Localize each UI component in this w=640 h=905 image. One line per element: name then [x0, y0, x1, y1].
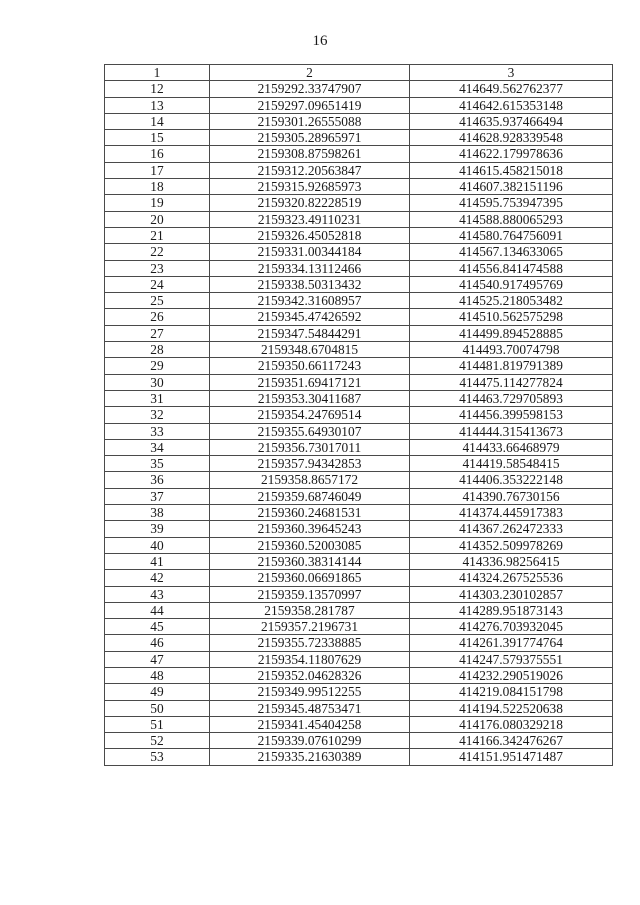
coordinate-y-cell: 414247.579375551 — [410, 651, 613, 667]
coordinate-x-cell: 2159297.09651419 — [210, 97, 410, 113]
table-row — [105, 81, 613, 97]
table-body — [105, 81, 613, 765]
point-number-cell: 21 — [105, 227, 210, 243]
point-number-cell: 43 — [105, 586, 210, 602]
point-number-cell: 25 — [105, 293, 210, 309]
column-header-2: 2 — [210, 65, 410, 81]
point-number-cell: 39 — [105, 521, 210, 537]
table-row — [105, 635, 613, 651]
coordinate-x-cell: 2159358.8657172 — [210, 472, 410, 488]
point-number-cell: 12 — [105, 81, 210, 97]
coordinate-y-cell: 414176.080329218 — [410, 716, 613, 732]
coordinate-y-cell: 414595.753947395 — [410, 195, 613, 211]
point-number-cell: 36 — [105, 472, 210, 488]
point-number-cell: 33 — [105, 423, 210, 439]
coordinate-x-cell: 2159347.54844291 — [210, 325, 410, 341]
table-row — [105, 325, 613, 341]
coordinate-x-cell: 2159345.47426592 — [210, 309, 410, 325]
point-number-cell: 37 — [105, 488, 210, 504]
coordinate-y-cell: 414303.230102857 — [410, 586, 613, 602]
coordinate-x-cell: 2159342.31608957 — [210, 293, 410, 309]
coordinate-y-cell: 414456.399598153 — [410, 407, 613, 423]
coordinate-y-cell: 414615.458215018 — [410, 162, 613, 178]
table-row — [105, 537, 613, 553]
point-number-cell: 53 — [105, 749, 210, 765]
point-number-cell: 35 — [105, 456, 210, 472]
table-row — [105, 488, 613, 504]
coordinate-x-cell: 2159351.69417121 — [210, 374, 410, 390]
coordinate-x-cell: 2159356.73017011 — [210, 439, 410, 455]
table-row — [105, 374, 613, 390]
point-number-cell: 31 — [105, 390, 210, 406]
point-number-cell: 14 — [105, 113, 210, 129]
coordinate-y-cell: 414556.841474588 — [410, 260, 613, 276]
coordinate-y-cell: 414540.917495769 — [410, 276, 613, 292]
page-number: 16 — [312, 33, 328, 49]
coordinate-y-cell: 414433.66468979 — [410, 439, 613, 455]
coordinate-y-cell: 414463.729705893 — [410, 390, 613, 406]
coordinate-x-cell: 2159350.66117243 — [210, 358, 410, 374]
point-number-cell: 49 — [105, 684, 210, 700]
table-row — [105, 179, 613, 195]
coordinate-y-cell: 414324.267525536 — [410, 570, 613, 586]
coordinate-y-cell: 414580.764756091 — [410, 227, 613, 243]
coordinate-y-cell: 414289.951873143 — [410, 602, 613, 618]
table-row — [105, 472, 613, 488]
point-number-cell: 50 — [105, 700, 210, 716]
point-number-cell: 51 — [105, 716, 210, 732]
table-row — [105, 456, 613, 472]
table-row — [105, 358, 613, 374]
point-number-cell: 18 — [105, 179, 210, 195]
table-row — [105, 651, 613, 667]
coordinate-y-cell: 414194.522520638 — [410, 700, 613, 716]
coordinate-y-cell: 414390.76730156 — [410, 488, 613, 504]
table-row — [105, 700, 613, 716]
table-row — [105, 211, 613, 227]
coordinate-x-cell: 2159355.64930107 — [210, 423, 410, 439]
table-row — [105, 162, 613, 178]
coordinate-y-cell: 414374.445917383 — [410, 505, 613, 521]
coordinate-x-cell: 2159357.2196731 — [210, 619, 410, 635]
point-number-cell: 23 — [105, 260, 210, 276]
coordinate-y-cell: 414588.880065293 — [410, 211, 613, 227]
table-row — [105, 97, 613, 113]
point-number-cell: 46 — [105, 635, 210, 651]
coordinate-x-cell: 2159348.6704815 — [210, 342, 410, 358]
table-row — [105, 505, 613, 521]
coordinate-x-cell: 2159360.52003085 — [210, 537, 410, 553]
table-row — [105, 439, 613, 455]
coordinate-x-cell: 2159359.68746049 — [210, 488, 410, 504]
coordinate-y-cell: 414151.951471487 — [410, 749, 613, 765]
coordinate-x-cell: 2159359.13570997 — [210, 586, 410, 602]
table-row — [105, 227, 613, 243]
coordinate-x-cell: 2159323.49110231 — [210, 211, 410, 227]
coordinate-x-cell: 2159354.11807629 — [210, 651, 410, 667]
coordinate-x-cell: 2159354.24769514 — [210, 407, 410, 423]
coordinate-y-cell: 414352.509978269 — [410, 537, 613, 553]
table-row — [105, 276, 613, 292]
coordinate-x-cell: 2159315.92685973 — [210, 179, 410, 195]
coordinate-x-cell: 2159301.26555088 — [210, 113, 410, 129]
coordinate-x-cell: 2159349.99512255 — [210, 684, 410, 700]
coordinate-x-cell: 2159320.82228519 — [210, 195, 410, 211]
coordinate-x-cell: 2159360.24681531 — [210, 505, 410, 521]
coordinate-y-cell: 414419.58548415 — [410, 456, 613, 472]
column-header-3: 3 — [410, 65, 613, 81]
point-number-cell: 32 — [105, 407, 210, 423]
coordinate-x-cell: 2159335.21630389 — [210, 749, 410, 765]
coordinate-y-cell: 414493.70074798 — [410, 342, 613, 358]
table-row — [105, 244, 613, 260]
point-number-cell: 26 — [105, 309, 210, 325]
point-number-cell: 30 — [105, 374, 210, 390]
table-row — [105, 390, 613, 406]
table-row — [105, 113, 613, 129]
point-number-cell: 27 — [105, 325, 210, 341]
coordinate-x-cell: 2159326.45052818 — [210, 227, 410, 243]
point-number-cell: 34 — [105, 439, 210, 455]
coordinate-x-cell: 2159353.30411687 — [210, 390, 410, 406]
table-row — [105, 146, 613, 162]
coordinate-y-cell: 414232.290519026 — [410, 667, 613, 683]
coordinate-x-cell: 2159292.33747907 — [210, 81, 410, 97]
coordinate-x-cell: 2159358.281787 — [210, 602, 410, 618]
table-row — [105, 521, 613, 537]
point-number-cell: 15 — [105, 130, 210, 146]
coordinate-y-cell: 414567.134633065 — [410, 244, 613, 260]
coordinate-x-cell: 2159360.38314144 — [210, 553, 410, 569]
table-row — [105, 619, 613, 635]
table-row — [105, 684, 613, 700]
coordinate-y-cell: 414525.218053482 — [410, 293, 613, 309]
table-row — [105, 407, 613, 423]
point-number-cell: 22 — [105, 244, 210, 260]
coordinate-x-cell: 2159355.72338885 — [210, 635, 410, 651]
point-number-cell: 17 — [105, 162, 210, 178]
table-header-row — [105, 65, 613, 81]
coordinate-y-cell: 414406.353222148 — [410, 472, 613, 488]
point-number-cell: 20 — [105, 211, 210, 227]
coordinate-x-cell: 2159341.45404258 — [210, 716, 410, 732]
coordinate-x-cell: 2159338.50313432 — [210, 276, 410, 292]
point-number-cell: 41 — [105, 553, 210, 569]
coordinate-y-cell: 414607.382151196 — [410, 179, 613, 195]
table-row — [105, 293, 613, 309]
point-number-cell: 45 — [105, 619, 210, 635]
coordinate-x-cell: 2159357.94342853 — [210, 456, 410, 472]
coordinate-y-cell: 414261.391774764 — [410, 635, 613, 651]
point-number-cell: 13 — [105, 97, 210, 113]
table-row — [105, 553, 613, 569]
coordinate-x-cell: 2159352.04628326 — [210, 667, 410, 683]
table-row — [105, 342, 613, 358]
table-row — [105, 195, 613, 211]
coordinate-y-cell: 414622.179978636 — [410, 146, 613, 162]
point-number-cell: 52 — [105, 733, 210, 749]
point-number-cell: 48 — [105, 667, 210, 683]
point-number-cell: 24 — [105, 276, 210, 292]
coordinate-y-cell: 414628.928339548 — [410, 130, 613, 146]
coordinate-x-cell: 2159331.00344184 — [210, 244, 410, 260]
point-number-cell: 29 — [105, 358, 210, 374]
coordinate-y-cell: 414499.894528885 — [410, 325, 613, 341]
coordinate-y-cell: 414642.615353148 — [410, 97, 613, 113]
point-number-cell: 40 — [105, 537, 210, 553]
coordinate-x-cell: 2159334.13112466 — [210, 260, 410, 276]
table-row — [105, 130, 613, 146]
coordinate-y-cell: 414444.315413673 — [410, 423, 613, 439]
point-number-cell: 44 — [105, 602, 210, 618]
coordinate-x-cell: 2159308.87598261 — [210, 146, 410, 162]
table-row — [105, 667, 613, 683]
coordinate-y-cell: 414649.562762377 — [410, 81, 613, 97]
column-header-1: 1 — [105, 65, 210, 81]
point-number-cell: 19 — [105, 195, 210, 211]
point-number-cell: 16 — [105, 146, 210, 162]
coordinate-y-cell: 414166.342476267 — [410, 733, 613, 749]
table-row — [105, 749, 613, 765]
coordinates-table — [104, 64, 613, 766]
coordinate-x-cell: 2159360.06691865 — [210, 570, 410, 586]
point-number-cell: 47 — [105, 651, 210, 667]
coordinate-y-cell: 414635.937466494 — [410, 113, 613, 129]
coordinate-x-cell: 2159345.48753471 — [210, 700, 410, 716]
table-row — [105, 570, 613, 586]
table-row — [105, 586, 613, 602]
table-row — [105, 260, 613, 276]
coordinate-y-cell: 414219.084151798 — [410, 684, 613, 700]
coordinate-y-cell: 414367.262472333 — [410, 521, 613, 537]
coordinate-x-cell: 2159305.28965971 — [210, 130, 410, 146]
coordinate-y-cell: 414336.98256415 — [410, 553, 613, 569]
coordinate-y-cell: 414276.703932045 — [410, 619, 613, 635]
coordinate-x-cell: 2159312.20563847 — [210, 162, 410, 178]
point-number-cell: 38 — [105, 505, 210, 521]
table-row — [105, 716, 613, 732]
coordinate-y-cell: 414475.114277824 — [410, 374, 613, 390]
point-number-cell: 28 — [105, 342, 210, 358]
coordinate-y-cell: 414510.562575298 — [410, 309, 613, 325]
table-row — [105, 309, 613, 325]
point-number-cell: 42 — [105, 570, 210, 586]
table-row — [105, 733, 613, 749]
coordinate-x-cell: 2159339.07610299 — [210, 733, 410, 749]
coordinate-x-cell: 2159360.39645243 — [210, 521, 410, 537]
table-row — [105, 423, 613, 439]
coordinate-y-cell: 414481.819791389 — [410, 358, 613, 374]
table-row — [105, 602, 613, 618]
